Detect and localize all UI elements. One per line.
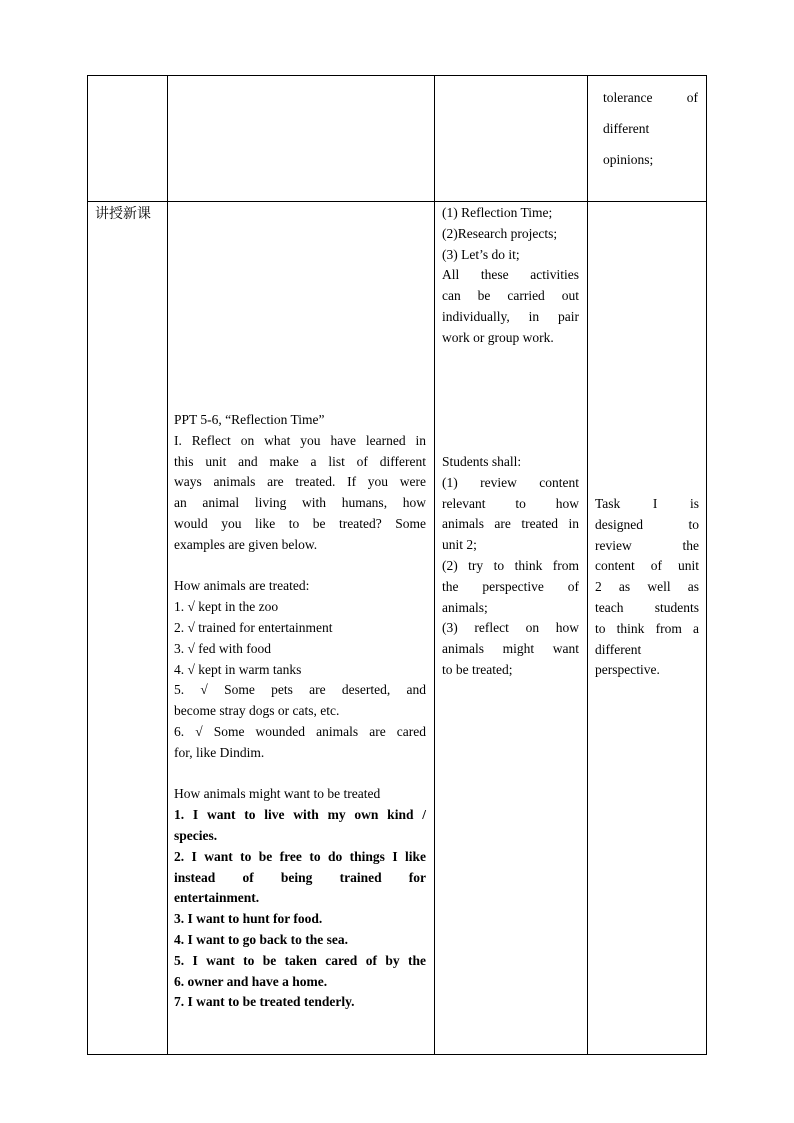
wanted-item: 4. I want to go back to the sea.: [174, 931, 348, 947]
intent-line: teach students: [595, 599, 699, 615]
treated-item: 4. √ kept in warm tanks: [174, 661, 302, 677]
intent-line: content of unit: [595, 558, 699, 574]
wanted-heading: How animals might want to be treated: [174, 786, 381, 802]
intent-line: perspective.: [595, 662, 660, 678]
activity-line: work or group work.: [442, 329, 554, 345]
table-border-bottom: [87, 1054, 707, 1055]
task-text-line: this unit and make a list of different: [174, 453, 426, 469]
treated-item: 5. √ Some pets are deserted, and: [174, 682, 426, 698]
student-line: to be treated;: [442, 661, 513, 677]
table-col-divider-2: [434, 75, 435, 1055]
table-border-right: [706, 75, 707, 1055]
intent-line: designed to: [595, 516, 699, 532]
table-border-left: [87, 75, 88, 1055]
wanted-item: 1. I want to live with my own kind /: [174, 807, 426, 823]
wanted-item: entertainment.: [174, 890, 260, 906]
intent-line: different: [595, 641, 642, 657]
activity-line: (3) Let’s do it;: [442, 246, 520, 262]
table-col-divider-3: [587, 75, 588, 1055]
treated-item: become stray dogs or cats, etc.: [174, 703, 340, 719]
student-line: the perspective of: [442, 578, 579, 594]
objective-line: tolerance of: [603, 90, 698, 105]
intent-line: to think from a: [595, 620, 699, 636]
task-text-line: an animal living with humans, how: [174, 495, 426, 511]
intent-line: Task I is: [595, 496, 699, 511]
student-line: animals are treated in: [442, 516, 579, 532]
teaching-content: [174, 410, 426, 1013]
table-col-divider-1: [167, 75, 168, 1055]
student-line: animals;: [442, 599, 488, 615]
student-line: relevant to how: [442, 495, 579, 511]
activity-line: (2)Research projects;: [442, 225, 558, 241]
activity-line: (1) Reflection Time;: [442, 205, 553, 220]
wanted-item: 5. I want to be taken cared of by the: [174, 952, 426, 968]
intent-line: 2 as well as: [595, 579, 699, 595]
table-border-top: [87, 75, 707, 76]
student-line: (1) review content: [442, 474, 579, 490]
activities-list: [442, 203, 579, 349]
wanted-item: 6. owner and have a home.: [174, 973, 328, 989]
activity-line: can be carried out: [442, 288, 579, 304]
stage-label: 讲授新课: [95, 206, 151, 222]
treated-item: 6. √ Some wounded animals are cared: [174, 723, 426, 739]
activity-line: individually, in pair: [442, 308, 579, 324]
student-line: (3) reflect on how: [442, 620, 579, 636]
treated-item: 2. √ trained for entertainment: [174, 619, 333, 635]
objective-line: different: [603, 121, 650, 136]
activity-line: All these activities: [442, 267, 579, 283]
task-text-line: would you like to be treated? Some: [174, 515, 426, 531]
student-line: unit 2;: [442, 537, 477, 553]
row1-objectives-cell: [603, 82, 698, 175]
task-text-line: ways animals are treated. If you were: [174, 474, 426, 490]
student-line: (2) try to think from: [442, 557, 579, 573]
student-activities: [442, 452, 579, 681]
ppt-reference: PPT 5-6, “Reflection Time”: [174, 412, 325, 427]
wanted-item: 7. I want to be treated tenderly.: [174, 994, 355, 1010]
wanted-item: 2. I want to be free to do things I like: [174, 848, 426, 864]
table-row-divider: [87, 201, 707, 202]
treated-item: 1. √ kept in the zoo: [174, 599, 279, 615]
treated-heading: How animals are treated:: [174, 578, 310, 594]
wanted-item: 3. I want to hunt for food.: [174, 911, 323, 927]
wanted-item: instead of being trained for: [174, 869, 426, 885]
treated-item: 3. √ fed with food: [174, 640, 272, 656]
design-intent: [595, 494, 699, 681]
student-line: animals might want: [442, 641, 579, 657]
student-line: Students shall:: [442, 454, 522, 469]
intent-line: review the: [595, 537, 699, 553]
objective-line: opinions;: [603, 152, 654, 167]
task-text-line: examples are given below.: [174, 536, 318, 552]
treated-item: for, like Dindim.: [174, 744, 265, 760]
wanted-item: species.: [174, 827, 218, 843]
task-text-line: I. Reflect on what you have learned in: [174, 432, 426, 448]
